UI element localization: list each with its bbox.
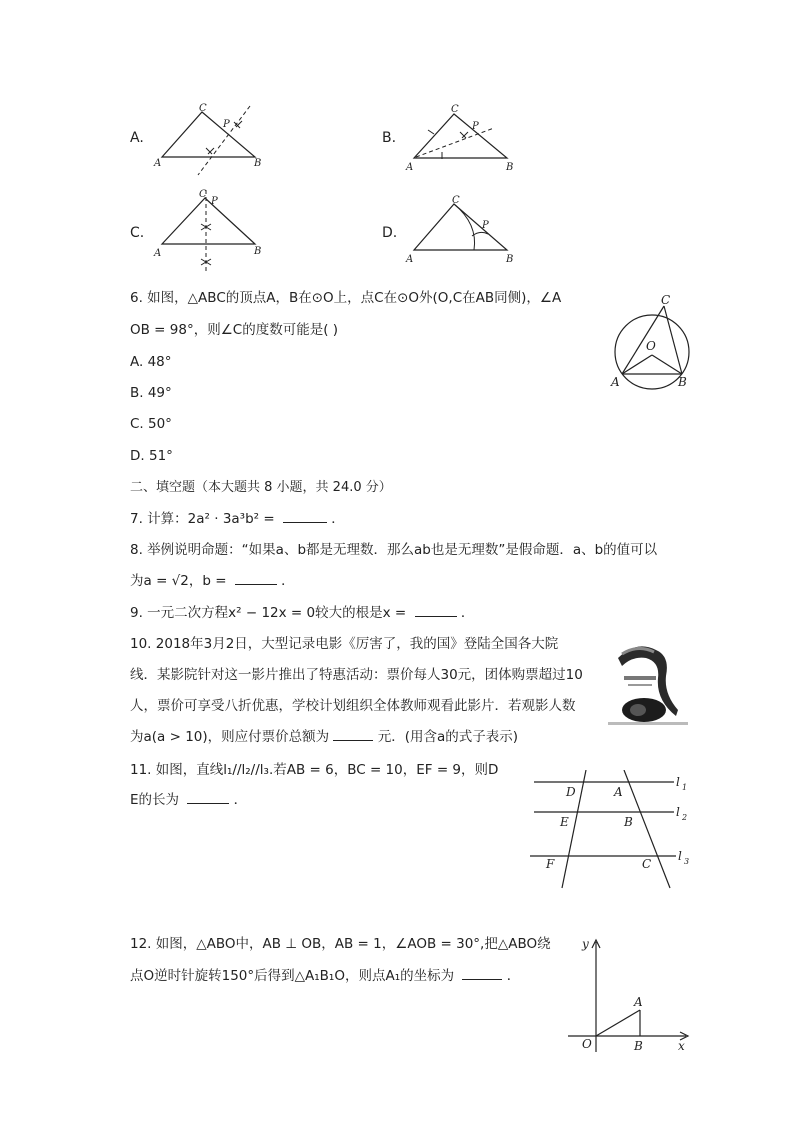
- q8-answer-blank[interactable]: [235, 584, 277, 585]
- label-b: B: [634, 1039, 643, 1053]
- q9-row: [130, 603, 474, 623]
- option-b-label: B.: [382, 130, 397, 146]
- label-a: A: [154, 158, 162, 169]
- q10-stem-line1: 10. 2018年3月2日，大型记录电影《厉害了，我的国》登陆全国各大院: [130, 636, 559, 652]
- label-d: D: [566, 785, 576, 799]
- option-d-label: D.: [382, 225, 398, 241]
- label-x-axis: x: [678, 1039, 685, 1053]
- movie-poster-image: [608, 636, 688, 728]
- label-b: B: [506, 162, 514, 173]
- label-p: P: [482, 220, 489, 231]
- label-c: C: [451, 104, 459, 115]
- q12-row2: [130, 966, 520, 986]
- option-b-figure: [402, 100, 517, 180]
- q6-option-b: B. 49°: [130, 385, 172, 401]
- label-c: C: [199, 189, 207, 200]
- q10-stem-line3: 人，票价可享受八折优惠，学校计划组织全体教师观看此影片．若观影人数: [130, 698, 576, 714]
- label-l2: l: [676, 805, 680, 819]
- label-l3-sub: 3: [684, 857, 690, 866]
- q11-row2: [130, 790, 247, 810]
- q9-tail: ．: [460, 605, 475, 621]
- q8-stem-line2: 为a = √2，b =: [130, 573, 227, 589]
- q6-circle-figure: [606, 290, 702, 394]
- q6-option-a: A. 48°: [130, 354, 172, 370]
- label-o: O: [646, 339, 656, 353]
- label-e: E: [560, 815, 569, 829]
- q6-stem-line1: 6. 如图，△ABC的顶点A，B在⊙O上，点C在⊙O外(O,C在AB同侧)，∠A: [130, 290, 562, 306]
- q6-option-d: D. 51°: [130, 448, 173, 464]
- q7-answer-blank[interactable]: [283, 522, 327, 523]
- q10-answer-blank[interactable]: [333, 740, 373, 741]
- q12-coordinate-figure: [562, 934, 694, 1058]
- q10-stem-line4a: 为a(a > 10)，则应付票价总额为: [130, 729, 330, 745]
- q8-tail: ．: [281, 573, 295, 589]
- option-c-figure: [150, 186, 265, 276]
- q10-stem-line4b: 元．(用含a的式子表示): [377, 729, 519, 745]
- q10-row4: [130, 727, 518, 747]
- q11-answer-blank[interactable]: [187, 803, 229, 804]
- label-b: B: [624, 815, 633, 829]
- q12-stem-line1: 12. 如图，△ABO中，AB ⊥ OB，AB = 1，∠AOB = 30°,把△ABO绕: [130, 936, 551, 952]
- label-y-axis: y: [582, 937, 589, 951]
- label-p: P: [472, 121, 479, 132]
- label-a: A: [611, 375, 620, 389]
- q11-parallel-lines-figure: [526, 770, 698, 892]
- label-a: A: [614, 785, 623, 799]
- section-title-fill-in: 二、填空题（本大题共 8 小题，共 24.0 分）: [130, 480, 392, 495]
- q9-answer-blank[interactable]: [415, 616, 457, 617]
- option-a-figure: [150, 100, 265, 180]
- q12-stem-line2: 点O逆时针旋转150°后得到△A₁B₁O，则点A₁的坐标为: [130, 968, 455, 984]
- label-a: A: [406, 162, 414, 173]
- q12-tail: ．: [506, 968, 521, 984]
- q7-tail: ．: [331, 511, 345, 527]
- option-c-label: C.: [130, 225, 145, 241]
- q11-stem-line1: 11. 如图，直线l₁//l₂//l₃.若AB = 6，BC = 10，EF = 9，则D: [130, 762, 499, 778]
- label-a: A: [634, 995, 643, 1009]
- label-c: C: [199, 103, 207, 114]
- q6-stem-line2: OB = 98°，则∠C的度数可能是( ): [130, 322, 339, 338]
- label-b: B: [506, 254, 514, 265]
- label-c: C: [661, 293, 671, 307]
- label-b: B: [254, 158, 262, 169]
- q11-tail: ．: [233, 792, 248, 808]
- q7-row: [130, 509, 345, 529]
- label-p: P: [211, 196, 218, 207]
- label-p: P: [223, 119, 230, 130]
- label-l3: l: [678, 849, 682, 863]
- label-l2-sub: 2: [682, 813, 688, 822]
- label-c: C: [452, 195, 460, 206]
- label-c: C: [642, 857, 652, 871]
- label-b: B: [678, 375, 687, 389]
- label-f: F: [546, 857, 555, 871]
- q8-row2: [130, 571, 295, 591]
- q8-stem-line1: 8. 举例说明命题：“如果a、b都是无理数．那么ab也是无理数”是假命题．a、b的值可以: [130, 542, 658, 558]
- label-l1: l: [676, 775, 680, 789]
- q10-stem-line2: 线．某影院针对这一影片推出了特惠活动：票价每人30元，团体购票超过10: [130, 667, 583, 683]
- q7-text: 7. 计算：2a² · 3a³b² =: [130, 511, 275, 527]
- label-b: B: [254, 246, 262, 257]
- label-a: A: [154, 248, 162, 259]
- option-a-label: A.: [130, 130, 144, 146]
- q12-answer-blank[interactable]: [462, 979, 502, 980]
- q6-option-c: C. 50°: [130, 416, 172, 432]
- option-d-figure: [402, 192, 517, 272]
- label-a: A: [406, 254, 414, 265]
- q9-text: 9. 一元二次方程x² − 12x = 0较大的根是x =: [130, 605, 407, 621]
- label-l1-sub: 1: [682, 783, 688, 792]
- label-o: O: [582, 1037, 592, 1051]
- q11-stem-line2: E的长为: [130, 792, 180, 808]
